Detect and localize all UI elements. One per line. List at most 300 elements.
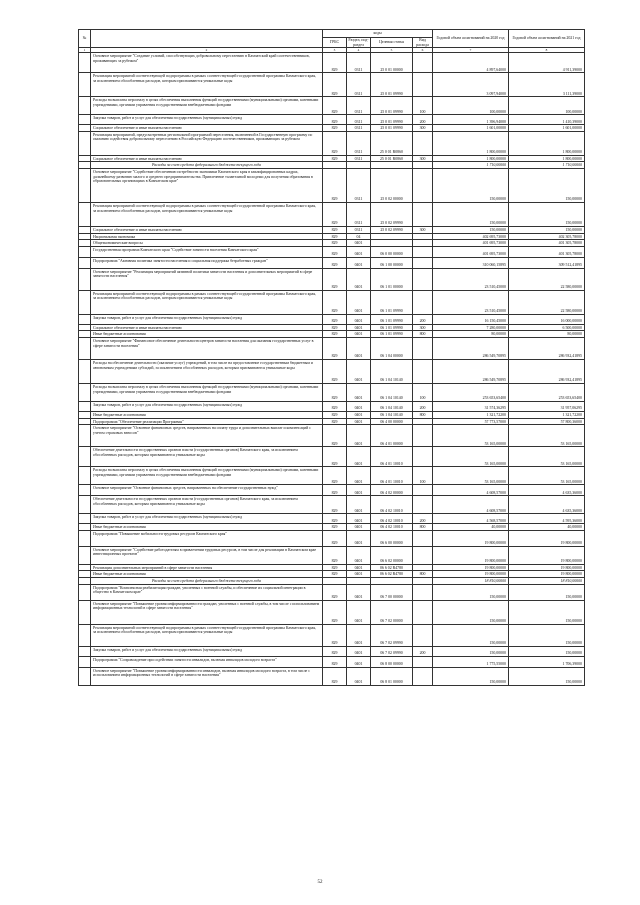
row-grbs: 829 <box>323 514 347 524</box>
row-expense-type <box>413 131 433 155</box>
row-target-article <box>371 162 413 169</box>
row-target-article: 06 4 00 00000 <box>371 418 413 425</box>
row-razdel: 0311 <box>347 168 371 202</box>
row-grbs: 829 <box>323 418 347 425</box>
row-num <box>79 359 91 383</box>
row-amount-2021: 3 111,39000 <box>509 73 585 97</box>
row-target-article: 25 0 01 R0860 <box>371 155 413 162</box>
row-amount-2021: 53 165,00000 <box>509 447 585 467</box>
row-amount-2020: 1 800,00000 <box>433 155 509 162</box>
row-grbs: 829 <box>323 246 347 257</box>
row-razdel: 0311 <box>347 97 371 115</box>
table-row <box>79 571 585 578</box>
table-row <box>79 155 585 162</box>
row-razdel: 0401 <box>347 411 371 418</box>
table-row <box>79 401 585 411</box>
colnum: 1 <box>79 48 91 53</box>
row-name: Основное мероприятие "Содействие обеспечению потребности экономики Камчатского края в квалифицированных кадрах, дальнейшему развитию малого и среднего предпринимательства. Привлечение талантливой молодежи для получения образования в образовательных организациях в Камчатском крае" <box>91 168 323 202</box>
row-expense-type <box>413 546 433 564</box>
row-razdel <box>347 162 371 169</box>
table-row <box>79 202 585 226</box>
row-amount-2021: 401 305,78000 <box>509 246 585 257</box>
row-target-article: 06 1 04 10140 <box>371 401 413 411</box>
row-name: Расходы на выплаты персоналу в целях обеспечения выполнения функций государственными (муниципальными) органами, казенными учреждениями, органами управления государственными внебюджетными фондами <box>91 383 323 401</box>
row-name: Иные бюджетные ассигнования <box>91 331 323 338</box>
row-num <box>79 646 91 656</box>
table-row <box>79 447 585 467</box>
row-expense-type <box>413 577 433 584</box>
row-amount-2020: 150,00000 <box>433 168 509 202</box>
row-amount-2021: 1 410,39000 <box>509 115 585 125</box>
row-name: Реализация мероприятий соответствующей подпрограммы в рамках соответствующей государственной программы Камчатского края, за исключением обособленных расходов, которым присваиваются уникальные коды <box>91 624 323 646</box>
table-row <box>79 115 585 125</box>
table-row <box>79 168 585 202</box>
row-expense-type <box>413 240 433 247</box>
header-csr: Целевая статья <box>371 38 413 48</box>
row-name: Реализация дополнительных мероприятий в сфере занятости населения <box>91 564 323 571</box>
row-amount-2020: 150,00000 <box>433 202 509 226</box>
row-expense-type <box>413 268 433 290</box>
row-num <box>79 425 91 447</box>
row-expense-type <box>413 246 433 257</box>
row-razdel: 0401 <box>347 524 371 531</box>
table-body <box>79 53 585 685</box>
row-target-article: 25 0 01 09990 <box>371 125 413 132</box>
row-amount-2020: 3 097,94000 <box>433 73 509 97</box>
row-num <box>79 524 91 531</box>
row-target-article: 25 0 02 09990 <box>371 202 413 226</box>
row-num <box>79 600 91 624</box>
row-razdel: 0311 <box>347 226 371 233</box>
row-name: Социальное обеспечение и иные выплаты населению <box>91 324 323 331</box>
row-amount-2020: 100,00000 <box>433 97 509 115</box>
row-amount-2021: 150,00000 <box>509 584 585 600</box>
row-razdel: 04 <box>347 233 371 240</box>
row-name: Социальное обеспечение и иные выплаты населению <box>91 155 323 162</box>
row-razdel: 0401 <box>347 401 371 411</box>
row-grbs: 829 <box>323 73 347 97</box>
row-name: Общеэкономические вопросы <box>91 240 323 247</box>
row-expense-type <box>413 496 433 514</box>
row-grbs: 829 <box>323 564 347 571</box>
row-razdel: 0401 <box>347 646 371 656</box>
row-amount-2021: 4 635,36000 <box>509 496 585 514</box>
row-razdel: 0401 <box>347 530 371 546</box>
row-name: Подпрограмма "Комплексная реабилитация граждан, уволенных с военной службы, и обеспечение их социальной интеграции в общество в Камчатском крае" <box>91 584 323 600</box>
row-grbs: 829 <box>323 125 347 132</box>
row-target-article: 06 1 01 09990 <box>371 324 413 331</box>
row-razdel: 0401 <box>347 447 371 467</box>
row-amount-2021: 309 512,41895 <box>509 257 585 268</box>
row-target-article: 06 6 02 R4780 <box>371 564 413 571</box>
row-expense-type: 800 <box>413 331 433 338</box>
row-expense-type: 200 <box>413 401 433 411</box>
row-expense-type <box>413 168 433 202</box>
row-num <box>79 97 91 115</box>
header-2021: Годовой объем ассигнований на 2021 год <box>509 30 585 48</box>
row-grbs: 829 <box>323 624 347 646</box>
row-num <box>79 418 91 425</box>
row-num <box>79 155 91 162</box>
row-name: Подпрограмма "Сопровождение при содействии занятости инвалидов, включая инвалидов молодого возраста" <box>91 656 323 667</box>
row-num <box>79 383 91 401</box>
row-amount-2020: 401 695,73000 <box>433 240 509 247</box>
row-amount-2021: 1 321,72200 <box>509 411 585 418</box>
row-name: Государственная программа Камчатского края "Содействие занятости населения Камчатского края" <box>91 246 323 257</box>
colnum: 5 <box>371 48 413 53</box>
table-row <box>79 73 585 97</box>
row-num <box>79 571 91 578</box>
row-amount-2021: 16 000,00000 <box>509 314 585 324</box>
row-razdel: 0401 <box>347 546 371 564</box>
budget-table <box>78 29 585 686</box>
row-num <box>79 202 91 226</box>
row-amount-2021: 22 580,00000 <box>509 290 585 314</box>
row-name: Расходы на выплаты персоналу в целях обеспечения выполнения функций государственными (муниципальными) органами, казенными учреждениями, органами управления государственными внебюджетными фондами <box>91 97 323 115</box>
row-amount-2021: 150,00000 <box>509 168 585 202</box>
row-razdel: 0401 <box>347 624 371 646</box>
row-amount-2020: 19 800,00000 <box>433 564 509 571</box>
row-amount-2021: 253 653,65400 <box>509 383 585 401</box>
row-expense-type <box>413 290 433 314</box>
row-expense-type <box>413 530 433 546</box>
table-row <box>79 257 585 268</box>
row-name: Основное мероприятие "Повышение уровня информированности граждан, уволенных с военной службы, в том числе с использованием информационных технологий в сфере занятости населения" <box>91 600 323 624</box>
header-vr: Вид расхода <box>413 38 433 48</box>
header-grbs: ГРБС <box>323 38 347 48</box>
row-razdel: 0401 <box>347 667 371 685</box>
row-grbs: 829 <box>323 257 347 268</box>
table-row <box>79 600 585 624</box>
row-amount-2021: 1 601,00000 <box>509 125 585 132</box>
row-amount-2020: 18 810,00000 <box>433 577 509 584</box>
row-expense-type <box>413 162 433 169</box>
table-row <box>79 564 585 571</box>
table-row <box>79 268 585 290</box>
row-grbs: 829 <box>323 467 347 485</box>
row-target-article <box>371 577 413 584</box>
row-grbs: 829 <box>323 485 347 496</box>
row-target-article: 25 0 02 09990 <box>371 226 413 233</box>
row-amount-2021: 19 800,00000 <box>509 571 585 578</box>
row-expense-type: 300 <box>413 324 433 331</box>
row-razdel: 0401 <box>347 514 371 524</box>
table-row <box>79 425 585 447</box>
row-expense-type <box>413 53 433 73</box>
row-expense-type <box>413 257 433 268</box>
row-amount-2020: 53 165,00000 <box>433 425 509 447</box>
row-grbs: 829 <box>323 115 347 125</box>
row-amount-2021: 53 165,00000 <box>509 425 585 447</box>
row-target-article: 25 0 01 00000 <box>371 53 413 73</box>
row-razdel: 0401 <box>347 246 371 257</box>
row-amount-2020: 286 549,70895 <box>433 359 509 383</box>
row-num <box>79 290 91 314</box>
row-amount-2020: 150,00000 <box>433 600 509 624</box>
row-amount-2020: 4 568,57000 <box>433 514 509 524</box>
row-target-article: 25 0 01 R0860 <box>371 131 413 155</box>
row-name: Подпрограмма "Повышение мобильности трудовых ресурсов Камчатского края" <box>91 530 323 546</box>
row-target-article: 06 4 02 10010 <box>371 524 413 531</box>
row-amount-2020: 19 800,00000 <box>433 530 509 546</box>
row-amount-2021: 19 800,00000 <box>509 530 585 546</box>
row-amount-2020: 150,00000 <box>433 584 509 600</box>
row-target-article: 06 4 02 10010 <box>371 496 413 514</box>
table-row <box>79 290 585 314</box>
table-row <box>79 584 585 600</box>
row-expense-type: 200 <box>413 115 433 125</box>
row-target-article: 06 6 02 R4780 <box>371 571 413 578</box>
row-expense-type: 800 <box>413 524 433 531</box>
table-row <box>79 324 585 331</box>
row-target-article: 06 1 01 09990 <box>371 331 413 338</box>
row-grbs: 829 <box>323 546 347 564</box>
row-amount-2020: 31 574,36295 <box>433 401 509 411</box>
row-grbs: 829 <box>323 337 347 359</box>
row-amount-2020: 310 060,15895 <box>433 257 509 268</box>
row-expense-type: 100 <box>413 383 433 401</box>
row-amount-2020: 53 165,00000 <box>433 467 509 485</box>
row-num <box>79 667 91 685</box>
row-grbs: 829 <box>323 314 347 324</box>
row-num <box>79 467 91 485</box>
row-expense-type <box>413 233 433 240</box>
row-grbs <box>323 577 347 584</box>
row-num <box>79 53 91 73</box>
row-target-article: 06 4 01 00000 <box>371 425 413 447</box>
colnum: 4 <box>347 48 371 53</box>
row-grbs: 829 <box>323 131 347 155</box>
row-razdel: 0311 <box>347 73 371 97</box>
row-target-article: 06 1 01 00000 <box>371 268 413 290</box>
page-number: 52 <box>317 880 323 885</box>
table-row <box>79 485 585 496</box>
row-amount-2020: 19 800,00000 <box>433 571 509 578</box>
row-name: Расходы на обеспечение деятельности (оказание услуг) учреждений, в том числе на предоставление государственным бюджетным и автономным учреждениям субсидий, за исключением обособленных расходов, которым присваиваются уникальные коды <box>91 359 323 383</box>
row-amount-2020: 402 695,73000 <box>433 233 509 240</box>
colnum: 6 <box>413 48 433 53</box>
table-row <box>79 314 585 324</box>
row-target-article: 25 0 01 09990 <box>371 73 413 97</box>
row-expense-type <box>413 485 433 496</box>
row-razdel: 0311 <box>347 131 371 155</box>
row-target-article <box>371 233 413 240</box>
row-name: Основное мероприятие "Содействие работодателям в привлечении трудовых ресурсов, в том числе для реализации в Камчатском крае инвестиционных проектов" <box>91 546 323 564</box>
row-name: Социальное обеспечение и иные выплаты населению <box>91 125 323 132</box>
row-name: Расходы за счет средств федерального бюджета текущего года <box>91 577 323 584</box>
row-grbs: 829 <box>323 268 347 290</box>
table-row <box>79 162 585 169</box>
row-target-article: 06 1 01 09990 <box>371 290 413 314</box>
row-razdel: 0401 <box>347 425 371 447</box>
row-grbs: 829 <box>323 401 347 411</box>
row-target-article: 06 4 02 10010 <box>371 514 413 524</box>
row-amount-2021: 1 710,00000 <box>509 162 585 169</box>
colnum: 8 <box>509 48 585 53</box>
row-name: Обеспечение деятельности государственных органов власти (государственных органов) Камчатского края, за исключением обособленных расходов, которым присваиваются уникальные коды <box>91 496 323 514</box>
row-amount-2020: 150,00000 <box>433 226 509 233</box>
colnum: 2 <box>91 48 323 53</box>
table-row <box>79 226 585 233</box>
row-target-article: 06 7 02 09990 <box>371 624 413 646</box>
row-amount-2020: 150,00000 <box>433 646 509 656</box>
row-amount-2021: 1 706,39000 <box>509 656 585 667</box>
row-razdel: 0401 <box>347 383 371 401</box>
row-target-article: 06 6 02 00000 <box>371 546 413 564</box>
row-name: Социальное обеспечение и иные выплаты населению <box>91 226 323 233</box>
row-name: Подпрограмма "Обеспечение реализации Программы" <box>91 418 323 425</box>
row-expense-type <box>413 447 433 467</box>
row-amount-2021: 57 800,36000 <box>509 418 585 425</box>
row-target-article: 06 1 04 10140 <box>371 383 413 401</box>
row-razdel: 0401 <box>347 467 371 485</box>
row-amount-2020: 1 710,00000 <box>433 162 509 169</box>
row-amount-2021: 4 911,39000 <box>509 53 585 73</box>
row-target-article: 25 0 01 09990 <box>371 115 413 125</box>
row-razdel: 0401 <box>347 314 371 324</box>
row-name: Основное мероприятие "Создание условий, способствующих добровольному переселению в Камчатский край соотечественников, проживающих за рубежом" <box>91 53 323 73</box>
row-num <box>79 546 91 564</box>
row-razdel: 0401 <box>347 359 371 383</box>
row-target-article: 06 1 00 00000 <box>371 257 413 268</box>
row-name: Реализация мероприятий соответствующей подпрограммы в рамках соответствующей государственной программы Камчатского края, за исключением обособленных расходов, которым присваиваются уникальные коды <box>91 202 323 226</box>
row-razdel <box>347 577 371 584</box>
row-grbs: 829 <box>323 584 347 600</box>
table-row <box>79 359 585 383</box>
row-target-article: 06 4 01 10010 <box>371 467 413 485</box>
row-amount-2021: 150,00000 <box>509 600 585 624</box>
table-row <box>79 656 585 667</box>
table-row <box>79 514 585 524</box>
row-name: Основное мероприятие "Финансовое обеспечение деятельности центров занятости населения для оказания государственных услуг в сфере занятости населения" <box>91 337 323 359</box>
row-target-article: 06 7 00 00000 <box>371 584 413 600</box>
row-amount-2020: 7 280,00000 <box>433 324 509 331</box>
table-row <box>79 97 585 115</box>
table-row <box>79 131 585 155</box>
row-grbs: 829 <box>323 202 347 226</box>
row-expense-type: 300 <box>413 226 433 233</box>
row-razdel: 0401 <box>347 485 371 496</box>
row-target-article: 06 1 04 00000 <box>371 337 413 359</box>
row-grbs: 829 <box>323 359 347 383</box>
row-expense-type <box>413 337 433 359</box>
row-num <box>79 314 91 324</box>
row-grbs: 829 <box>323 425 347 447</box>
row-expense-type: 300 <box>413 155 433 162</box>
row-target-article: 06 1 04 10140 <box>371 359 413 383</box>
row-amount-2021: 401 305,78000 <box>509 240 585 247</box>
row-amount-2020: 1 601,00000 <box>433 125 509 132</box>
row-num <box>79 125 91 132</box>
row-amount-2021: 80,00000 <box>509 331 585 338</box>
row-name: Закупка товаров, работ и услуг для обеспечения государственных (муниципальных) нужд <box>91 514 323 524</box>
row-name: Обеспечение деятельности государственных органов власти (государственных органов) Камчатского края, за исключением обособленных расходов, которым присваиваются уникальные коды <box>91 447 323 467</box>
row-amount-2021: 286 932,41895 <box>509 359 585 383</box>
row-num <box>79 240 91 247</box>
table-row <box>79 240 585 247</box>
row-grbs: 829 <box>323 324 347 331</box>
row-num <box>79 447 91 467</box>
table-row <box>79 496 585 514</box>
row-grbs: 829 <box>323 667 347 685</box>
row-grbs: 829 <box>323 97 347 115</box>
row-amount-2020: 150,00000 <box>433 667 509 685</box>
row-name: Закупка товаров, работ и услуг для обеспечения государственных (муниципальных) нужд <box>91 115 323 125</box>
row-expense-type <box>413 564 433 571</box>
row-num <box>79 577 91 584</box>
row-expense-type: 800 <box>413 571 433 578</box>
row-expense-type: 100 <box>413 97 433 115</box>
row-target-article: 06 1 04 10140 <box>371 411 413 418</box>
row-grbs <box>323 162 347 169</box>
row-num <box>79 496 91 514</box>
row-name: Основное мероприятие "Освоение финансовых средств, направленных на оплату труда и дополнительных выплат и компенсаций с учетом страховых взносов" <box>91 425 323 447</box>
row-amount-2021: 1 800,00000 <box>509 155 585 162</box>
row-grbs: 829 <box>323 233 347 240</box>
row-razdel: 0401 <box>347 324 371 331</box>
row-target-article: 25 0 01 09990 <box>371 97 413 115</box>
row-num <box>79 257 91 268</box>
row-grbs: 829 <box>323 383 347 401</box>
row-target-article: 06 8 00 00000 <box>371 656 413 667</box>
row-expense-type <box>413 73 433 97</box>
row-name: Расходы на выплаты персоналу в целях обеспечения выполнения функций государственными (муниципальными) органами, казенными учреждениями, органами управления государственными внебюджетными фондами <box>91 467 323 485</box>
row-amount-2020: 4 608,57000 <box>433 496 509 514</box>
row-expense-type <box>413 584 433 600</box>
row-amount-2021: 53 165,00000 <box>509 467 585 485</box>
row-name: Расходы за счет средств федерального бюджета текущего года <box>91 162 323 169</box>
row-num <box>79 331 91 338</box>
row-num <box>79 656 91 667</box>
row-grbs: 829 <box>323 524 347 531</box>
row-num <box>79 337 91 359</box>
table-row <box>79 331 585 338</box>
row-amount-2021: 150,00000 <box>509 226 585 233</box>
row-amount-2021: 19 800,00000 <box>509 546 585 564</box>
row-amount-2020: 253 653,65400 <box>433 383 509 401</box>
row-amount-2020: 1 396,94000 <box>433 115 509 125</box>
table-row <box>79 646 585 656</box>
row-expense-type: 800 <box>413 411 433 418</box>
row-num <box>79 115 91 125</box>
row-amount-2020: 23 510,45000 <box>433 290 509 314</box>
row-razdel: 0401 <box>347 564 371 571</box>
row-amount-2021: 22 580,00000 <box>509 268 585 290</box>
table-row <box>79 411 585 418</box>
row-razdel: 0311 <box>347 125 371 132</box>
row-name: Закупка товаров, работ и услуг для обеспечения государственных (муниципальных) нужд <box>91 314 323 324</box>
table-row <box>79 530 585 546</box>
row-name: Иные бюджетные ассигнования <box>91 411 323 418</box>
row-razdel: 0401 <box>347 571 371 578</box>
row-target-article: 06 7 02 09990 <box>371 646 413 656</box>
row-num <box>79 162 91 169</box>
row-target-article: 06 4 01 10010 <box>371 447 413 467</box>
header-num: № <box>79 30 91 48</box>
row-razdel: 0401 <box>347 656 371 667</box>
table-row <box>79 546 585 564</box>
budget-table-container <box>78 29 584 686</box>
row-grbs: 829 <box>323 290 347 314</box>
row-num <box>79 584 91 600</box>
row-amount-2020: 4 897,64000 <box>433 53 509 73</box>
row-expense-type <box>413 624 433 646</box>
row-razdel: 0401 <box>347 600 371 624</box>
row-num <box>79 514 91 524</box>
row-amount-2021: 31 957,06295 <box>509 401 585 411</box>
row-amount-2020: 1 800,00000 <box>433 131 509 155</box>
row-expense-type: 200 <box>413 314 433 324</box>
